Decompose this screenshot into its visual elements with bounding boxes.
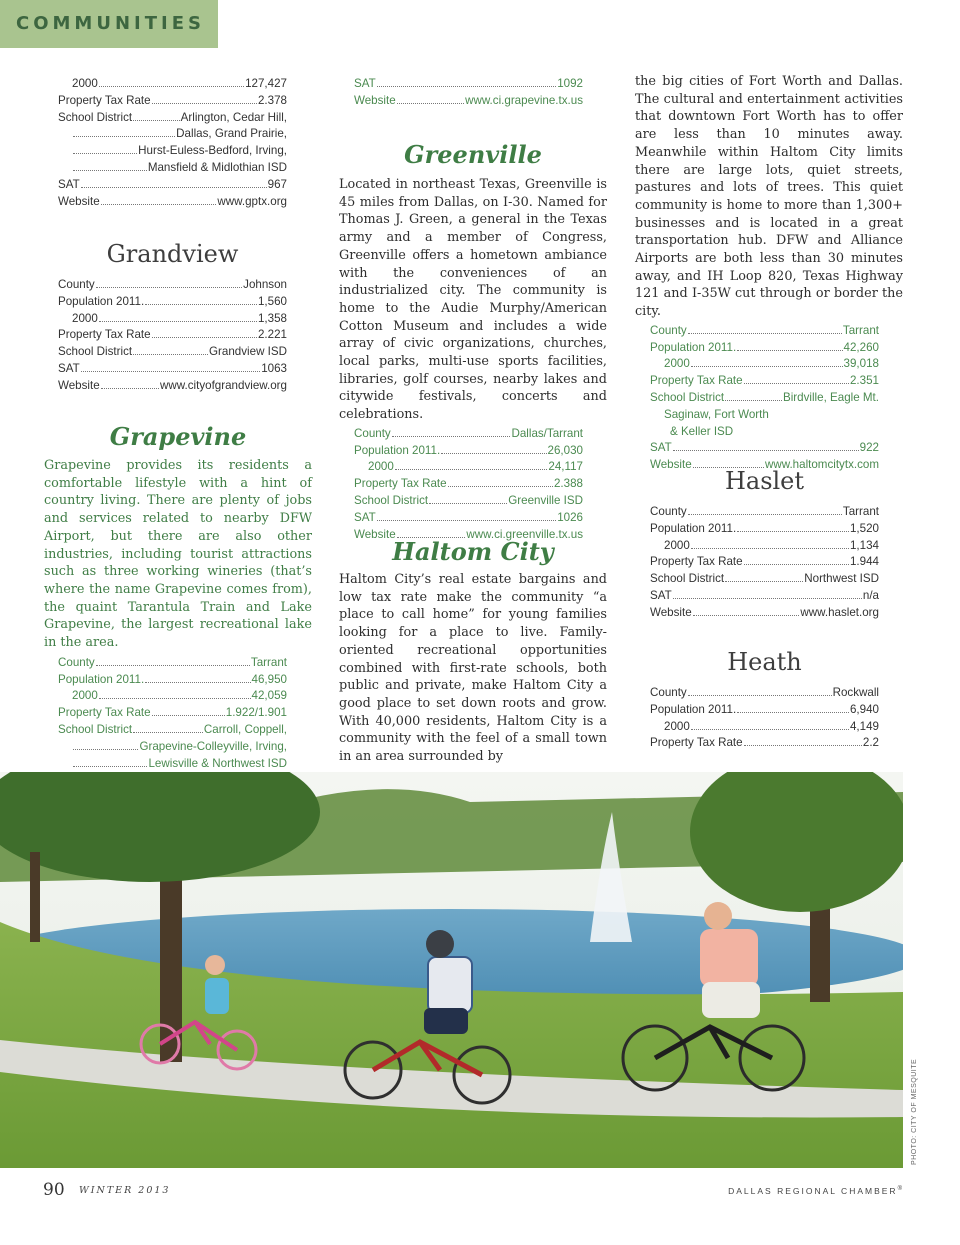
leader-dots [145, 682, 250, 683]
stat-row [58, 739, 287, 756]
haltom-body-part2: the big cities of Fort Worth and Dallas. The cultural and entertainment activities that downtown Fort Worth has to offer are less than 10 minutes away. Meanwhile within Haltom City limits there are large lots, quiet streets, pastures and lots of trees. This quiet community is home to more than 1,300+ businesses and is located in a great transportation hub. DFW and Alliance Airports are both less than 30 minutes away, and IH Loop 820, Texas Highway 121 and I-35W cut through or border the city. [635, 74, 903, 320]
leader-dots [81, 187, 267, 188]
stat-label: 2000 [664, 357, 690, 371]
grapevine-stats [58, 655, 287, 773]
stat-row [650, 588, 879, 605]
leader-dots [744, 564, 849, 565]
stat-value: Grandview ISD [209, 345, 287, 359]
haltom-heading: Haltom City [392, 537, 554, 566]
stat-value: 2.221 [257, 328, 287, 342]
stat-row [58, 722, 287, 739]
leader-dots [725, 400, 782, 401]
grandview-section [58, 240, 287, 395]
leader-dots [693, 615, 800, 616]
stat-row [58, 294, 287, 311]
stat-row [650, 504, 879, 521]
grapevine-body: Grapevine provides its residents a comfortable lifestyle with a hint of country living. There are plenty of jobs and services related to nearby DFW Airport, but there are also other industries, including tourist attractions such as three working wineries (that’s where the name Grapevine comes from), the quaint Tarantula Train and Lake Grapevine, the largest recreational lake in the area. [44, 458, 312, 651]
leader-dots [737, 531, 849, 532]
stat-value: Arlington, Cedar Hill, [180, 110, 287, 124]
stat-label: 2000 [72, 311, 98, 325]
stat-row [650, 719, 879, 736]
stat-value: 922 [859, 441, 879, 455]
stat-row [650, 521, 879, 538]
stat-label: 2000 [368, 460, 394, 474]
stat-value: Carroll, Coppell, [203, 722, 287, 736]
leader-dots [725, 581, 803, 582]
park-photo [0, 772, 903, 1168]
leader-dots [744, 745, 862, 746]
heath-stats [650, 685, 879, 752]
stat-label: Population 2011. [650, 340, 737, 354]
leader-dots [429, 503, 507, 504]
stat-row [58, 344, 287, 361]
stat-value: 24,117 [548, 460, 583, 474]
stat-row [58, 110, 287, 127]
leader-dots [73, 136, 175, 137]
stat-value: Northwest ISD [804, 572, 879, 586]
leader-dots [737, 350, 842, 351]
stat-label: County [354, 426, 391, 440]
stat-label: SAT [58, 177, 80, 191]
stats-list [58, 76, 287, 210]
stat-value: Saginaw, Fort Worth [664, 407, 769, 421]
page-number: 90 [43, 1180, 65, 1200]
stat-row [650, 571, 879, 588]
stat-row [58, 378, 287, 395]
leader-dots [395, 469, 548, 470]
stat-value: Greenville ISD [508, 494, 583, 508]
stat-value: 1,358 [257, 311, 287, 325]
stat-value: Birdville, Eagle Mt. [782, 391, 879, 405]
stat-row [58, 327, 287, 344]
stat-label: School District [650, 391, 725, 405]
stat-value: 2.378 [257, 93, 287, 107]
section-title: COMMUNITIES [16, 13, 205, 34]
stat-label: Website [58, 378, 100, 392]
stat-row [58, 93, 287, 110]
stat-row [354, 443, 583, 460]
stat-row [650, 373, 879, 390]
stat-value: 42,059 [251, 689, 287, 703]
stat-row [354, 476, 583, 493]
stat-value: 2.2 [862, 736, 879, 750]
leader-dots [441, 453, 546, 454]
stat-label: Population 2011. [354, 443, 441, 457]
stat-value: www.haltomcitytx.com [764, 458, 879, 472]
greenville-body: Located in northeast Texas, Greenville is 45 miles from Dallas, on I-30. Named for Thomas J. Green, a general in the Texas army and a member of Congress, Greenville offers a hometown ambiance with the conveniences of an industrialized city. The community is home to the Audie Murphy/American Cotton Museum and includes a wide array of civic organizations, churches, local parks, multi-use sports facilities, libraries, golf courses, nearby lakes and citywide festivals, concerts and celebrations. [339, 177, 607, 423]
stat-label: Property Tax Rate [354, 477, 447, 491]
stat-label: Population 2011. [650, 702, 737, 716]
issue-date: WINTER 2013 [79, 1185, 171, 1196]
leader-dots [397, 103, 464, 104]
stat-row [58, 177, 287, 194]
stat-row [650, 702, 879, 719]
leader-dots [99, 86, 244, 87]
leader-dots [673, 450, 859, 451]
column-1 [58, 76, 287, 210]
stat-row [58, 143, 287, 160]
leader-dots [152, 715, 225, 716]
stat-label: SAT [58, 361, 80, 375]
stat-label: School District [650, 572, 725, 586]
stat-label: Property Tax Rate [58, 328, 151, 342]
stat-row [650, 605, 879, 622]
heath-section [650, 648, 879, 752]
stat-value: www.ci.greenville.tx.us [466, 527, 583, 541]
stat-label: Website [650, 605, 692, 619]
leader-dots [101, 388, 159, 389]
trademark-symbol: ® [897, 1186, 904, 1193]
stat-row [354, 76, 583, 93]
leader-dots [673, 598, 862, 599]
stat-row [650, 323, 879, 340]
stat-row [650, 554, 879, 571]
stat-label: Website [58, 194, 100, 208]
leader-dots [688, 333, 842, 334]
stat-row [58, 361, 287, 378]
stat-label: County [650, 505, 687, 518]
stat-value: 26,030 [547, 443, 583, 457]
stat-value: Dallas, Grand Prairie, [176, 127, 287, 141]
stat-label: County [650, 686, 687, 699]
stat-label: County [58, 278, 95, 291]
stat-label: SAT [650, 441, 672, 455]
leader-dots [145, 304, 257, 305]
stat-value: Tarrant [250, 655, 287, 669]
stat-value: Mansfield & Midlothian ISD [147, 160, 287, 174]
stat-value: Tarrant [842, 505, 879, 518]
stat-label: Property Tax Rate [58, 706, 151, 720]
stat-value: Rockwall [832, 686, 879, 699]
stat-label: Population 2011. [58, 672, 145, 686]
grapevine-heading: Grapevine [109, 422, 247, 451]
stat-row [650, 440, 879, 457]
stat-row [58, 194, 287, 211]
leader-dots [744, 383, 849, 384]
stat-value: & Keller ISD [670, 424, 734, 438]
leader-dots [96, 287, 242, 288]
stat-value: 6,940 [849, 702, 879, 716]
stat-value: 127,427 [245, 77, 287, 90]
stat-value: 1063 [261, 361, 287, 375]
stat-label: School District [58, 345, 133, 359]
stat-label: 2000 [72, 689, 98, 703]
stat-row [58, 756, 287, 773]
leader-dots [73, 153, 137, 154]
stat-value: 1.944 [849, 555, 879, 569]
stat-label: Population 2011. [58, 294, 145, 308]
haslet-heading: Haslet [724, 467, 805, 495]
leader-dots [691, 729, 849, 730]
leader-dots [81, 371, 261, 372]
haslet-section [650, 467, 879, 622]
stat-label: Website [354, 527, 396, 541]
grapevine-section [44, 422, 312, 772]
stat-label: Property Tax Rate [58, 93, 151, 107]
stat-value: 2.351 [849, 374, 879, 388]
stat-value: www.ci.grapevine.tx.us [465, 93, 583, 107]
publication-name [728, 1186, 904, 1196]
stat-label: School District [354, 494, 429, 508]
stat-label: School District [58, 722, 133, 736]
stat-value: 46,950 [251, 672, 287, 686]
stat-label: County [58, 655, 95, 669]
stat-row [354, 493, 583, 510]
leader-dots [73, 766, 147, 767]
greenville-section [339, 140, 607, 543]
photo-illustration [0, 772, 903, 1168]
stat-label: SAT [354, 77, 376, 90]
leader-dots [691, 366, 843, 367]
stat-label: Property Tax Rate [650, 555, 743, 569]
stat-row [650, 538, 879, 555]
stat-row [58, 311, 287, 328]
stat-value: 1,134 [849, 538, 879, 552]
stat-value: 2.388 [553, 477, 583, 491]
publication-title: DALLAS REGIONAL CHAMBER [728, 1186, 898, 1196]
stat-row [58, 705, 287, 722]
grandview-heading: Grandview [106, 240, 239, 268]
leader-dots [392, 436, 511, 437]
leader-dots [133, 354, 208, 355]
stat-label: Property Tax Rate [650, 736, 743, 750]
stat-row [650, 407, 879, 424]
stat-row [650, 390, 879, 407]
grandview-stats [58, 277, 287, 395]
leader-dots [73, 749, 138, 750]
stat-label: Property Tax Rate [650, 374, 743, 388]
stat-value: 1026 [557, 510, 583, 524]
stat-value: 1,560 [257, 294, 287, 308]
stat-row [650, 340, 879, 357]
stat-row [58, 160, 287, 177]
stat-value: Hurst-Euless-Bedford, Irving, [138, 144, 287, 158]
stat-label: 2000 [664, 538, 690, 552]
stat-label: SAT [650, 588, 672, 602]
stat-value: Grapevine-Colleyville, Irving, [139, 739, 287, 753]
stat-value: 42,260 [843, 340, 879, 354]
greenville-stats [354, 426, 583, 544]
leader-dots [133, 732, 203, 733]
leader-dots [96, 665, 250, 666]
leader-dots [377, 86, 557, 87]
stat-value: 1,520 [849, 521, 879, 535]
heath-heading: Heath [727, 648, 802, 676]
stat-label: County [650, 323, 687, 337]
stat-label: SAT [354, 510, 376, 524]
stat-value: 1092 [557, 77, 583, 90]
leader-dots [101, 204, 217, 205]
stat-label: School District [58, 110, 133, 124]
photo-credit: PHOTO: CITY OF MESQUITE [911, 1058, 918, 1165]
stat-value: 4,149 [849, 719, 879, 733]
stat-label: Website [650, 458, 692, 472]
stat-row [354, 459, 583, 476]
leader-dots [152, 103, 257, 104]
stat-label: Website [354, 93, 396, 107]
stat-value: 1.922/1.901 [225, 706, 287, 720]
leader-dots [152, 337, 257, 338]
stat-row [58, 688, 287, 705]
stat-value: www.cityofgrandview.org [160, 378, 287, 392]
leader-dots [688, 695, 832, 696]
stat-value: www.haslet.org [800, 605, 879, 619]
haslet-stats [650, 504, 879, 622]
leader-dots [99, 321, 257, 322]
stat-row [650, 685, 879, 702]
stat-row [58, 655, 287, 672]
leader-dots [691, 548, 849, 549]
stat-value: Lewisville & Northwest ISD [148, 756, 287, 770]
grapevine-stats-continued [354, 76, 583, 110]
stat-row [650, 424, 879, 441]
haltom-section-continued [635, 73, 903, 474]
stat-row [650, 735, 879, 752]
leader-dots [377, 520, 557, 521]
leader-dots [99, 698, 251, 699]
stat-label: 2000 [72, 77, 98, 90]
stat-row [58, 76, 287, 93]
grapevine-stats-cont [354, 76, 583, 110]
leader-dots [737, 712, 849, 713]
stat-value: 39,018 [843, 357, 879, 371]
leader-dots [133, 120, 180, 121]
stat-row [58, 126, 287, 143]
stat-value: 967 [267, 177, 287, 191]
stat-value: Tarrant [842, 323, 879, 337]
haltom-section [339, 537, 607, 766]
leader-dots [448, 486, 553, 487]
stat-row [354, 426, 583, 443]
stat-row [58, 672, 287, 689]
stat-value: www.gptx.org [217, 194, 287, 208]
stat-row [354, 510, 583, 527]
stat-label: 2000 [664, 719, 690, 733]
stat-value: Johnson [243, 278, 287, 291]
haltom-body-part1: Haltom City’s real estate bargains and low tax rate make the community “a place to call home” for young families looking for a place to live. Family-oriented recreational opportunities combined with first-rate schools, both public and private, make Haltom City a good place to set down roots and grow. With 40,000 residents, Haltom City is a community with the feel of a small town in an area surrounded by [339, 572, 607, 765]
stat-label: Population 2011. [650, 521, 737, 535]
stat-value: Dallas/Tarrant [511, 426, 583, 440]
stat-row [58, 277, 287, 294]
stat-row [354, 93, 583, 110]
haltom-stats [650, 323, 879, 474]
stat-row [650, 356, 879, 373]
leader-dots [73, 170, 147, 171]
greenville-heading: Greenville [404, 140, 542, 169]
stat-value: n/a [862, 588, 879, 602]
leader-dots [688, 514, 842, 515]
